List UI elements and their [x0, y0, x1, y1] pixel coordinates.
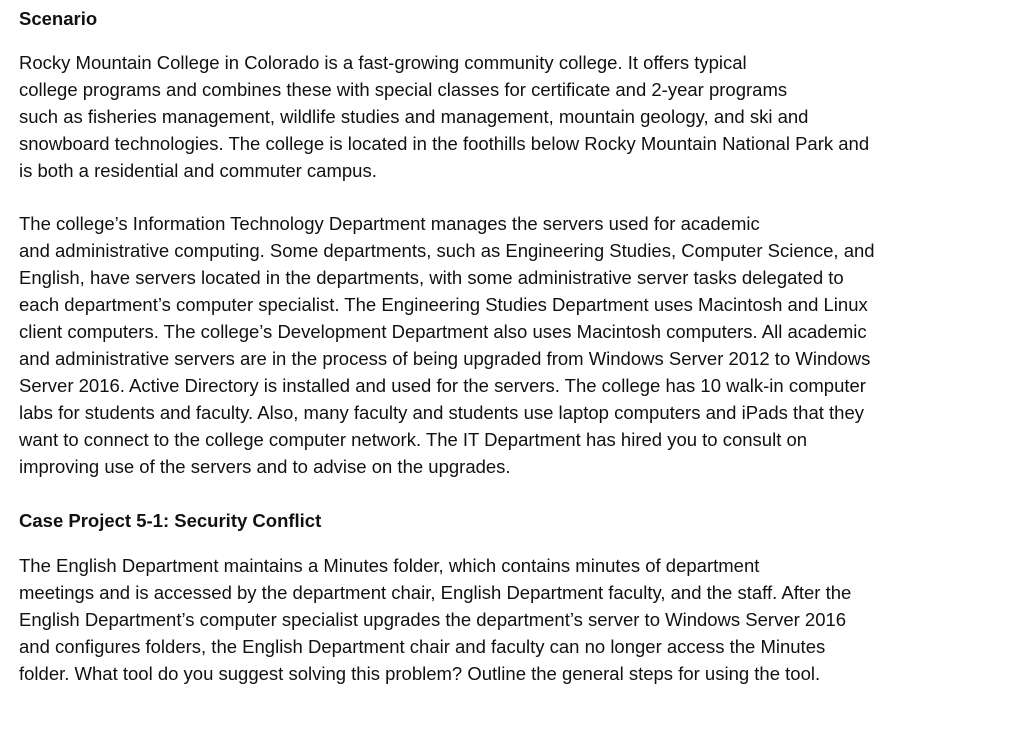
text-line: English, have servers located in the departments, with some administrative server tasks delegated to	[19, 267, 844, 288]
scenario-paragraph-1	[19, 49, 869, 184]
text-line: English Department’s computer specialist upgrades the department’s server to Windows Server 2016	[19, 609, 847, 630]
text-line: and administrative servers are in the process of being upgraded from Windows Server 2012 to Windows	[19, 348, 871, 369]
text-line: want to connect to the college computer network. The IT Department has hired you to consult on	[19, 429, 808, 450]
case-project-heading: Case Project 5-1: Security Conflict	[19, 510, 322, 531]
text-line: Rocky Mountain College in Colorado is a fast-growing community college. It offers typical	[19, 52, 747, 73]
text-line: is both a residential and commuter campus.	[19, 160, 377, 181]
text-line: improving use of the servers and to advise on the upgrades.	[19, 456, 511, 477]
text-line: and administrative computing. Some departments, such as Engineering Studies, Computer Science, and	[19, 240, 875, 261]
text-line: college programs and combines these with special classes for certificate and 2-year programs	[19, 79, 788, 100]
text-line: labs for students and faculty. Also, many faculty and students use laptop computers and iPads that they	[19, 402, 864, 423]
text-line: meetings and is accessed by the department chair, English Department faculty, and the staff. After the	[19, 582, 852, 603]
scenario-heading: Scenario	[19, 8, 98, 29]
text-line: snowboard technologies. The college is located in the foothills below Rocky Mountain National Park and	[19, 133, 870, 154]
text-line: client computers. The college’s Development Department also uses Macintosh computers. All academic	[19, 321, 867, 342]
text-line: The college’s Information Technology Department manages the servers used for academic	[19, 213, 760, 234]
text-line: folder. What tool do you suggest solving this problem? Outline the general steps for using the tool.	[19, 663, 821, 684]
scenario-paragraph-2	[19, 210, 875, 480]
text-line: each department’s computer specialist. The Engineering Studies Department uses Macintosh and Linux	[19, 294, 868, 315]
text-line: and configures folders, the English Department chair and faculty can no longer access the Minutes	[19, 636, 826, 657]
text-line: Server 2016. Active Directory is installed and used for the servers. The college has 10 walk-in computer	[19, 375, 866, 396]
text-line: The English Department maintains a Minutes folder, which contains minutes of department	[19, 555, 760, 576]
text-line: such as fisheries management, wildlife studies and management, mountain geology, and ski and	[19, 106, 809, 127]
case-project-paragraph	[19, 552, 851, 687]
